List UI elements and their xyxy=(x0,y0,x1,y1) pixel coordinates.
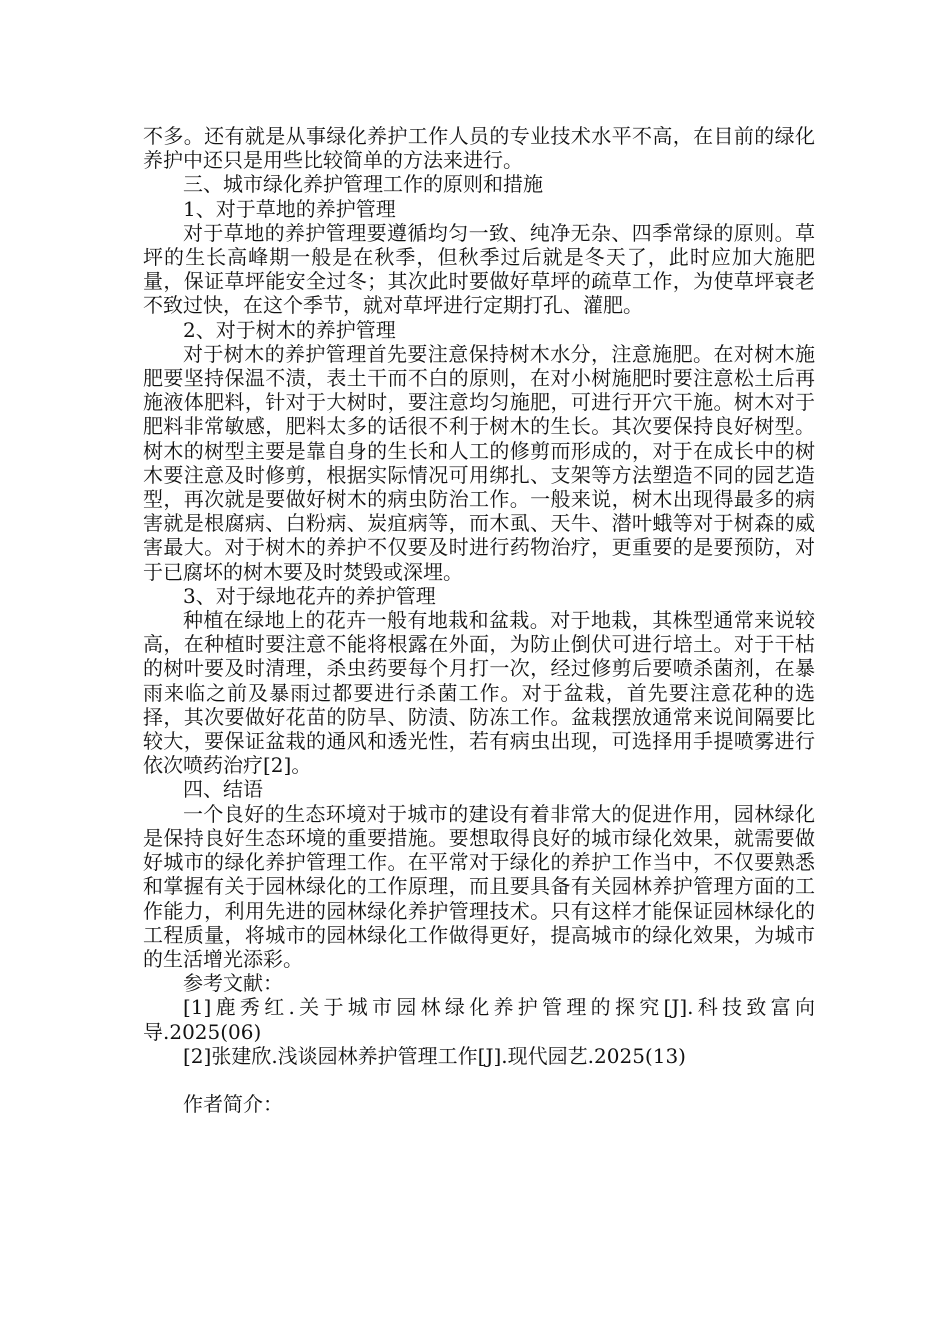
section4-heading: 四、结语 xyxy=(183,777,263,802)
reference-item-1: [1]鹿秀红.关于城市园林绿化养护管理的探究[J].科技致富向导.2025(06) xyxy=(143,995,815,1044)
intro-tail-paragraph: 不多。还有就是从事绿化养护工作人员的专业技术水平不高，在目前的绿化养护中还只是用些比较简单的方法来进行。 xyxy=(143,124,815,173)
subsection3-paragraph: 种植在绿地上的花卉一般有地栽和盆栽。对于地栽，其株型通常来说较高，在种植时要注意不能将根露在外面，为防止倒伏可进行培土。对于干枯的树叶要及时清理，杀虫药要每个月打一次，经过修剪后要喷杀菌剂，在暴雨来临之前及暴雨过都要进行杀菌工作。对于盆栽，首先要注意花种的选择，其次要做好花苗的防旱、防渍、防冻工作。盆栽摆放通常来说间隔要比较大，要保证盆栽的通风和透光性，若有病虫出现，可选择用手提喷雾进行依次喷药治疗[2]。 xyxy=(143,608,815,778)
section3-heading: 三、城市绿化养护管理工作的原则和措施 xyxy=(183,172,543,197)
document-page xyxy=(143,124,815,1116)
subsection1-paragraph: 对于草地的养护管理要遵循均匀一致、纯净无杂、四季常绿的原则。草坪的生长高峰期一般是在秋季，但秋季过后就是冬天了，此时应加大施肥量，保证草坪能安全过冬；其次此时要做好草坪的疏草工作，为使草坪衰老不致过快，在这个季节，就对草坪进行定期打孔、灌肥。 xyxy=(143,220,815,318)
subsection3-heading: 3、对于绿地花卉的养护管理 xyxy=(183,583,436,608)
subsection2-heading: 2、对于树木的养护管理 xyxy=(183,317,396,342)
references-heading: 参考文献： xyxy=(183,971,283,996)
subsection2-paragraph: 对于树木的养护管理首先要注意保持树木水分，注意施肥。在对树木施肥要坚持保温不渍，表土干而不白的原则，在对小树施肥时要注意松土后再施液体肥料，针对于大树时，要注意均匀施肥，可进行开穴干施。树木对于肥料非常敏感，肥料太多的话很不利于树木的生长。其次要保持良好树型。树木的树型主要是靠自身的生长和人工的修剪而形成的，对于在成长中的树木要注意及时修剪，根据实际情况可用绑扎、支架等方法塑造不同的园艺造型，再次就是要做好树木的病虫防治工作。一般来说，树木出现得最多的病害就是根腐病、白粉病、炭疽病等，而木虱、天牛、潜叶蛾等对于树森的威害最大。对于树木的养护不仅要及时进行药物治疗，更重要的是要预防，对于已腐坏的树木要及时焚毁或深埋。 xyxy=(143,341,815,584)
author-intro-heading: 作者简介： xyxy=(183,1092,283,1117)
blank-line xyxy=(143,1068,815,1092)
reference-item-2: [2]张建欣.浅谈园林养护管理工作[J].现代园艺.2025(13) xyxy=(183,1043,686,1068)
conclusion-paragraph: 一个良好的生态环境对于城市的建设有着非常大的促进作用，园林绿化是保持良好生态环境的重要措施。要想取得良好的城市绿化效果，就需要做好城市的绿化养护管理工作。在平常对于绿化的养护工作当中，不仅要熟悉和掌握有关于园林绿化的工作原理，而且要具备有关园林养护管理方面的工作能力，利用先进的园林绿化养护管理技术。只有这样才能保证园林绿化的工程质量，将城市的园林绿化工作做得更好，提高城市的绿化效果，为城市的生活增光添彩。 xyxy=(143,801,815,971)
subsection1-heading: 1、对于草地的养护管理 xyxy=(183,196,396,221)
